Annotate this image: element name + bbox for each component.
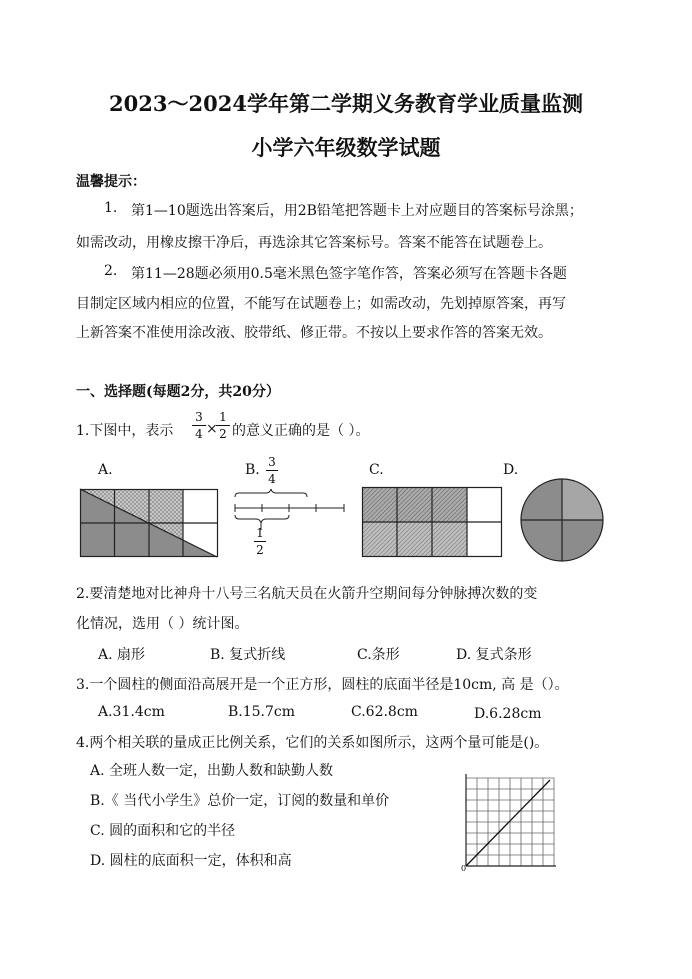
q1-figure-a: [80, 489, 218, 557]
q1-frac2-denominator: 2: [219, 427, 227, 441]
q1-option-c-label: C.: [369, 462, 384, 478]
q1-frac1-numerator: 3: [195, 410, 203, 424]
q1-option-a-label: A.: [98, 462, 113, 478]
q3-option-c: C.62.8cm: [351, 704, 418, 720]
q4-line1: 4.两个相关联的量成正比例关系，它们的关系如图所示，这两个量可能是()。: [76, 735, 549, 751]
q3-option-b: B.15.7cm: [228, 704, 296, 720]
q2-line1: 2.要清楚地对比神舟十八号三名航天员在火箭升空期间每分钟脉搏次数的变: [76, 586, 538, 602]
tip1-line2: 如需改动，用橡皮擦干净后，再选涂其它答案标号。答案不能答在试题卷上。: [76, 235, 552, 251]
q2-option-d: D. 复式条形: [456, 647, 532, 663]
tip2-line2: 目制定区域内相应的位置，不能写在试题卷上；如需改动，先划掉原答案，再写: [76, 296, 566, 312]
figure-b-top-numerator: 3: [268, 455, 276, 469]
figure-b-bottom-fraction: [254, 526, 266, 557]
tip1-line1: 第1—10题选出答案后，用2B铅笔把答题卡上对应题目的答案标号涂黑；: [131, 203, 583, 219]
q3-line1: 3.一个圆柱的侧面沿高展开是一个正方形，圆柱的底面半径是10cm, 高 是（）。: [76, 677, 569, 693]
figure-b-top-bar: [266, 470, 278, 471]
tip2-line1: 第11—28题必须用0.5毫米黑色签字笔作答，答案必须写在答题卡各题: [131, 266, 567, 282]
q1-frac1-bar: [192, 425, 206, 426]
q4-option-d: D. 圆柱的底面积一定，体积和高: [90, 853, 292, 869]
q1-option-d-label: D.: [503, 462, 519, 478]
q4-option-b: B.《 当代小学生》总价一定，订阅的数量和单价: [90, 793, 390, 809]
tip2-line3: 上新答案不准使用涂改液、胶带纸、修正带。不按以上要求作答的答案无效。: [76, 325, 552, 341]
q4-proportion-graph: [458, 768, 558, 874]
tips-heading: 温馨提示：: [76, 174, 146, 190]
figure-b-top-brace: [235, 489, 307, 497]
exam-title: 2023～2024学年第二学期义务教育学业质量监测: [109, 91, 583, 116]
q1-option-b-label: B.: [245, 462, 260, 478]
q2-option-c: C.条形: [357, 647, 400, 663]
q1-fraction-one-half: [216, 410, 230, 441]
q2-line2: 化情况，选用（ ）统计图。: [76, 616, 249, 632]
q1-prefix: 1.下图中，表示: [76, 423, 174, 439]
figure-b-top-denominator: 4: [268, 472, 276, 486]
figure-b-bottom-numerator: 1: [256, 526, 264, 540]
tip1-number: 1.: [104, 200, 118, 216]
q2-option-b: B. 复式折线: [210, 647, 286, 663]
figure-b-bottom-bar: [254, 541, 266, 542]
q1-suffix: 的意义正确的是（ ）。: [232, 423, 370, 439]
figure-b-bottom-brace: [235, 515, 289, 523]
q4-graph-origin-label: 0: [461, 864, 467, 873]
q4-option-a: A. 全班人数一定，出勤人数和缺勤人数: [90, 763, 334, 779]
tip2-number: 2.: [104, 263, 118, 279]
q1-frac2-numerator: 1: [219, 410, 227, 424]
q1-fraction-three-quarters: [192, 410, 206, 441]
section-heading: 一、选择题(每题2分，共20分）: [76, 384, 280, 400]
q1-figure-b: [234, 488, 346, 532]
figure-b-bottom-denominator: 2: [256, 543, 264, 557]
figure-b-top-fraction: [266, 455, 278, 486]
q3-option-d: D.6.28cm: [474, 706, 542, 722]
q1-frac2-bar: [216, 425, 230, 426]
q1-frac1-denominator: 4: [195, 427, 203, 441]
q1-times: ×: [206, 421, 218, 437]
q4-option-c: C. 圆的面积和它的半径: [90, 823, 236, 839]
q2-option-a: A. 扇形: [98, 647, 146, 663]
q1-figure-c: [362, 487, 502, 557]
q3-option-a: A.31.4cm: [98, 704, 165, 720]
q4-graph-line: [466, 780, 550, 866]
q1-figure-d: [519, 477, 605, 563]
exam-subtitle: 小学六年级数学试题: [251, 135, 441, 160]
